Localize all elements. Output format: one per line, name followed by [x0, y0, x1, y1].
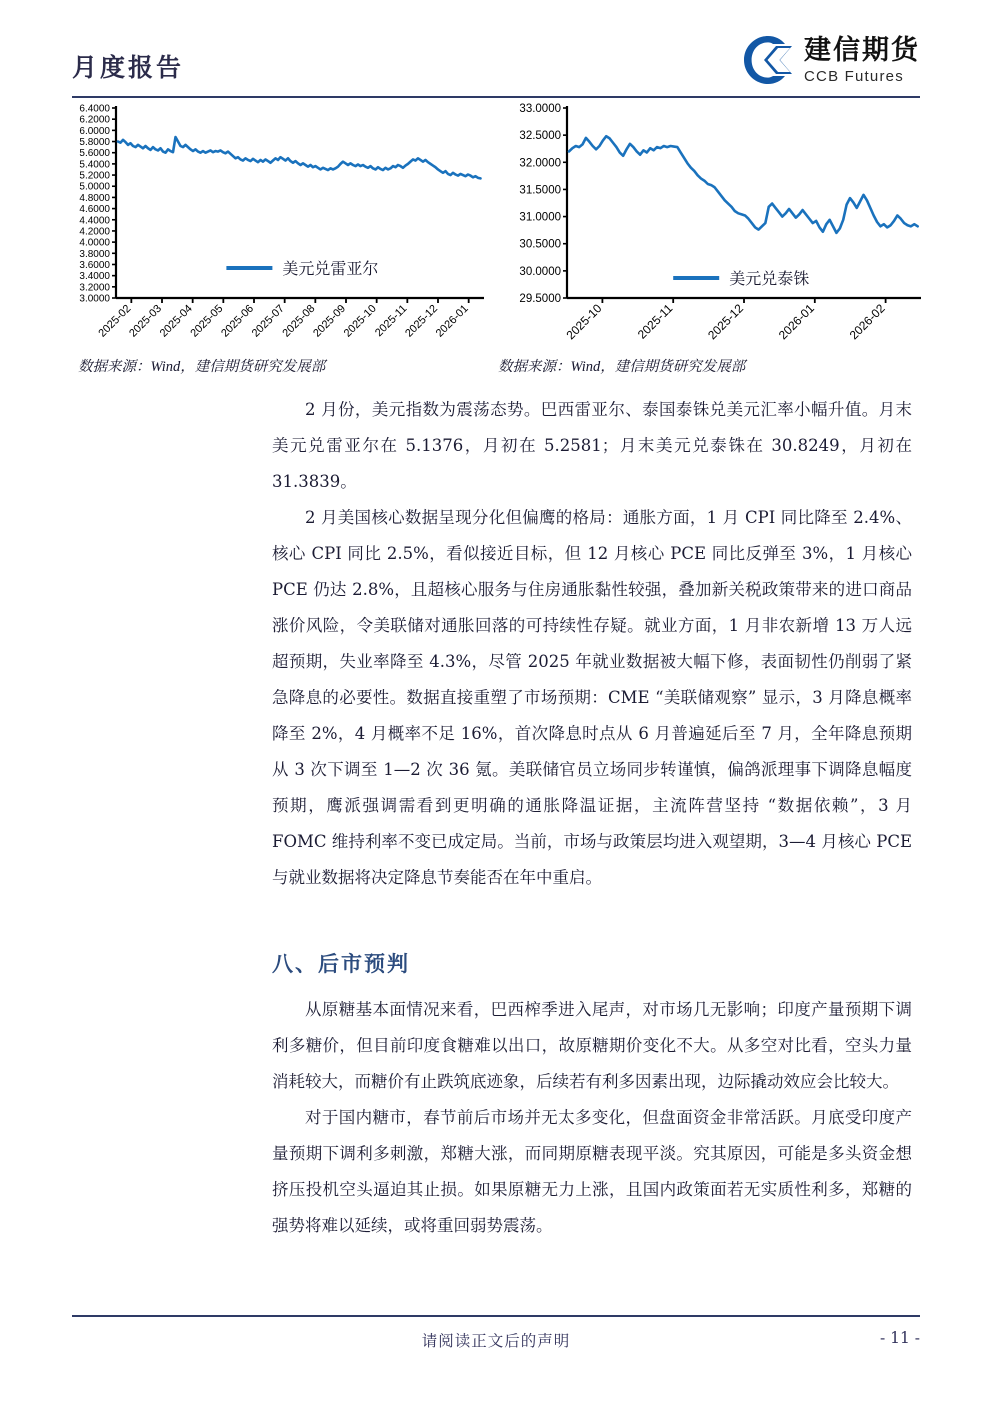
svg-text:2025-11: 2025-11	[634, 301, 676, 342]
svg-text:33.0000: 33.0000	[519, 103, 561, 115]
svg-text:3.4000: 3.4000	[79, 271, 110, 283]
svg-text:30.0000: 30.0000	[519, 265, 561, 278]
paragraph-raw-sugar-outlook: 从原糖基本面情况来看，巴西榨季进入尾声，对市场几无影响；印度产量预期下调利多糖价，但目前印度食糖难以出口，故原糖期价变化不大。从多空对比看，空头力量消耗较大，而糖价有止跌筑底迹象，后续若有利多因素出现，边际撬动效应会比较大。	[272, 1000, 912, 1091]
svg-text:32.0000: 32.0000	[519, 157, 561, 170]
svg-text:2025-03: 2025-03	[127, 302, 165, 340]
svg-text:2025-10: 2025-10	[341, 302, 379, 340]
page-header	[72, 34, 920, 96]
svg-text:29.5000: 29.5000	[519, 293, 561, 305]
svg-text:2025-05: 2025-05	[188, 302, 226, 340]
svg-text:2026-01: 2026-01	[775, 301, 817, 343]
svg-text:3.0000: 3.0000	[79, 293, 110, 305]
svg-text:2026-02: 2026-02	[846, 301, 888, 343]
svg-text:2025-02: 2025-02	[96, 302, 134, 340]
paragraph-us-data: 2 月美国核心数据呈现分化但偏鹰的格局：通胀方面，1 月 CPI 同比降至 2.4%、核心 CPI 同比 2.5%，看似接近目标，但 12 月核心 PCE 同比反弹至 3%，1 月核心 PCE 仍达 2.8%，且超核心服务与住房通胀黏性较强，叠加新关税政策带来的进口商品涨价风险，令美联储对通胀回落的可持续性存疑。就业方面，1 月非农新增 13 万人远超预期，失业率降至 4.3%，尽管 2025 年就业数据被大幅下修，表面韧性仍削弱了紧急降息的必要性。数据直接重塑了市场预期：CME “美联储观察” 显示，3 月降息概率降至 2%，4 月概率不足 16%，首次降息时点从 6 月普遍延后至 7 月，全年降息预期从 3 次下调至 1—2 次 36 氪。美联储官员立场同步转谨慎，偏鸽派理事下调降息幅度预期，鹰派强调需看到更明确的通胀降温证据，主流阵营坚持 “数据依赖”，3 月 FOMC 维持利率不变已成定局。当前，市场与政策层均进入观望期，3—4 月核心 PCE 与就业数据将决定降息节奏能否在年中重启。	[272, 508, 912, 887]
svg-text:4.2000: 4.2000	[79, 226, 110, 238]
svg-text:5.6000: 5.6000	[79, 148, 110, 160]
svg-text:美元兑泰铢: 美元兑泰铢	[729, 269, 810, 288]
svg-text:3.2000: 3.2000	[79, 282, 110, 294]
svg-text:6.0000: 6.0000	[79, 125, 110, 137]
section-heading-outlook: 八、后市预判	[272, 951, 410, 976]
svg-text:2025-08: 2025-08	[280, 302, 318, 340]
svg-text:2025-10: 2025-10	[563, 301, 605, 343]
svg-text:3.8000: 3.8000	[79, 248, 110, 260]
chart-source-right: 数据来源：Wind，建信期货研究发展部	[498, 359, 746, 375]
svg-text:4.4000: 4.4000	[79, 215, 110, 227]
svg-text:4.0000: 4.0000	[79, 237, 110, 249]
svg-text:4.8000: 4.8000	[79, 192, 110, 204]
chart-source-left: 数据来源：Wind，建信期货研究发展部	[78, 359, 326, 375]
logo-name-en: CCB Futures	[804, 67, 904, 85]
svg-text:6.4000: 6.4000	[79, 103, 110, 115]
chart-usd-thb-svg	[497, 100, 927, 355]
svg-text:2026-01: 2026-01	[433, 302, 471, 340]
svg-text:2025-09: 2025-09	[311, 302, 349, 340]
svg-text:31.0000: 31.0000	[519, 211, 561, 224]
page-title: 月度报告	[72, 53, 185, 82]
svg-text:5.2000: 5.2000	[79, 170, 110, 182]
chart-usd-thb	[497, 100, 927, 355]
svg-text:30.5000: 30.5000	[519, 238, 561, 251]
company-logo	[742, 34, 920, 86]
svg-text:5.8000: 5.8000	[79, 137, 110, 149]
charts-row	[60, 100, 932, 360]
chart-usd-brl-svg	[60, 100, 490, 355]
page-footer	[72, 1329, 920, 1355]
svg-text:3.6000: 3.6000	[79, 259, 110, 271]
svg-text:2025-11: 2025-11	[372, 302, 410, 340]
header-divider	[72, 96, 920, 98]
paragraph-fx-summary: 2 月份，美元指数为震荡态势。巴西雷亚尔、泰国泰铢兑美元汇率小幅升值。月末美元兑雷亚尔在 5.1376，月初在 5.2581；月末美元兑泰铢在 30.8249，月初在 31.3839。	[272, 400, 912, 491]
paragraph-domestic-sugar-outlook: 对于国内糖市，春节前后市场并无太多变化，但盘面资金非常活跃。月底受印度产量预期下调利多刺激，郑糖大涨，而同期原糖表现平淡。究其原因，可能是多头资金想挤压投机空头逼迫其止损。如果原糖无力上涨，且国内政策面若无实质性利多，郑糖的强势将难以延续，或将重回弱势震荡。	[272, 1108, 912, 1235]
chart-sources	[78, 355, 932, 381]
svg-text:31.5000: 31.5000	[519, 184, 561, 197]
footer-disclaimer: 请阅读正文后的声明	[421, 1332, 571, 1350]
svg-text:2025-12: 2025-12	[705, 301, 747, 343]
svg-text:5.0000: 5.0000	[79, 181, 110, 193]
svg-text:2025-07: 2025-07	[249, 302, 287, 340]
svg-text:32.5000: 32.5000	[519, 130, 561, 143]
svg-text:美元兑雷亚尔: 美元兑雷亚尔	[282, 259, 379, 278]
footer-divider	[72, 1315, 920, 1317]
chart-usd-brl	[60, 100, 490, 355]
svg-text:4.6000: 4.6000	[79, 204, 110, 216]
document-content	[272, 392, 912, 1244]
svg-text:2025-06: 2025-06	[219, 302, 257, 340]
logo-name-cn: 建信期货	[804, 34, 920, 66]
ccb-logo-icon	[742, 34, 794, 86]
footer-page-number: - 11 -	[879, 1329, 920, 1347]
svg-text:2025-12: 2025-12	[403, 302, 441, 340]
logo-text	[804, 34, 920, 85]
svg-text:2025-04: 2025-04	[157, 302, 195, 340]
svg-text:5.4000: 5.4000	[79, 159, 110, 171]
svg-text:6.2000: 6.2000	[79, 114, 110, 126]
